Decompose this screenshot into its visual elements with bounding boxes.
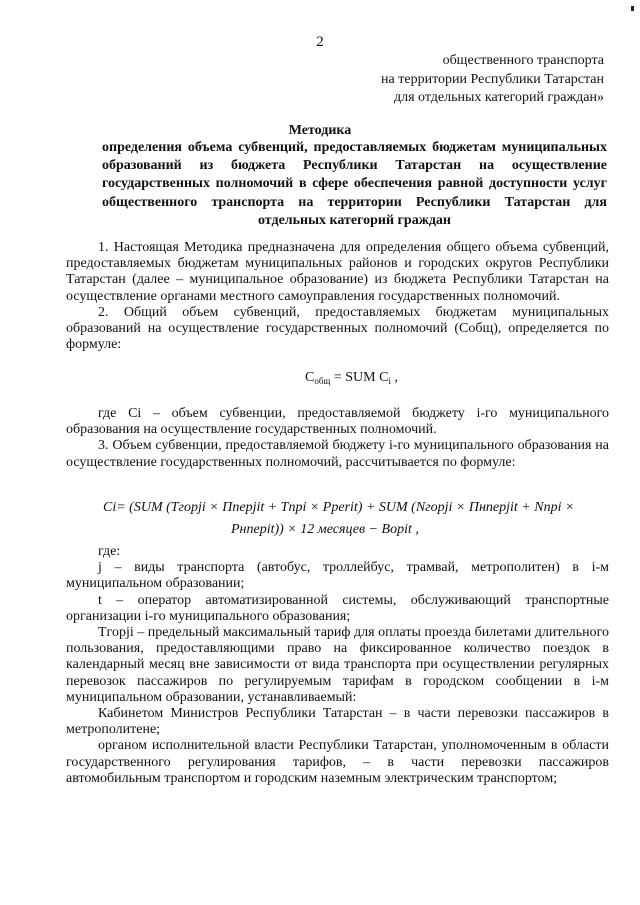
paragraph-2: 2. Общий объем субвенций, предоставляемых бюджетам муниципальных образований на осуществление государственных полномочий (Собщ), определяется по формуле: — [66, 304, 609, 353]
definition-tgor: Tгорji – предельный максимальный тариф для оплаты проезда билетами длительного пользования, предоставляющими право на фиксированное количество поездок в календарный месяц вне зависимости от вида транспорта при осуществлении регулярных перевозок пассажиров по регулируемым тарифам в городском сообщении в i-м муниципальном образовании, устанавливаемый: — [66, 625, 609, 705]
item-cabinet: Кабинетом Министров Республики Татарстан – в части перевозки пассажиров в метрополитене; — [66, 706, 609, 738]
formula-subvention-line-2: Pнперit)) × 12 месяцев − Bорit , — [231, 522, 419, 537]
section-intro — [66, 240, 609, 353]
header-line-3: для отдельных категорий граждан» — [393, 90, 604, 105]
paragraph-where-ci: где Ci – объем субвенции, предоставляемой бюджету i-го муниципального образования на осуществление государственных полномочий. — [66, 406, 609, 438]
definition-j: j – виды транспорта (автобус, троллейбус, трамвай, метрополитен) в i-м муниципальном образовании; — [66, 560, 609, 592]
item-organ: органом исполнительной власти Республики Татарстан, уполномоченным в области государственного регулирования тарифов, – в части перевозки пассажиров автомобильным транспортом и городским наземным электрическим транспортом; — [66, 738, 609, 786]
scan-mark — [631, 6, 634, 11]
formula-total: $C_{общ}$ = SUM $C_i$ , — [305, 370, 398, 386]
section-3 — [66, 406, 609, 471]
paragraph-3: 3. Объем субвенции, предоставляемой бюджету i-го муниципального образования на осуществление государственных полномочий, рассчитывается по формуле: — [66, 438, 609, 470]
where-label: где: — [98, 544, 121, 559]
document-title: Методика — [288, 123, 352, 138]
document-subtitle: определения объема субвенций, предоставляемых бюджетам муниципальных образований из бюджета Республики Татарстан на осуществление государственных полномочий в сфере обеспечения равной доступности услуг общественного транспорта на территории Республики Татарстан для отдельных категорий граждан — [102, 140, 607, 228]
header-line-2: на территории Республики Татарстан — [381, 71, 604, 87]
page-number: 2 — [316, 34, 324, 50]
paragraph-1: 1. Настоящая Методика предназначена для определения общего объема субвенций, предоставляемых бюджетам муниципальных районов и городских округов Республики Татарстан (далее – муниципальное образование) из бюджета Республики Татарстан на осуществление органами местного самоуправления государственных полномочий. — [66, 240, 609, 304]
header-block — [381, 52, 604, 108]
header-line-1: общественного транспорта — [442, 53, 604, 68]
formula-subvention-line-1: Ci= (SUM (Tгорji × Пперjit + Tпрi × Pperit) + SUM (Nгорji × Пнперjit + Nпрi × — [103, 500, 575, 515]
definition-t: t – оператор автоматизированной системы, обслуживающий транспортные организации i-го муниципального образования; — [66, 592, 609, 624]
definitions — [66, 544, 609, 787]
